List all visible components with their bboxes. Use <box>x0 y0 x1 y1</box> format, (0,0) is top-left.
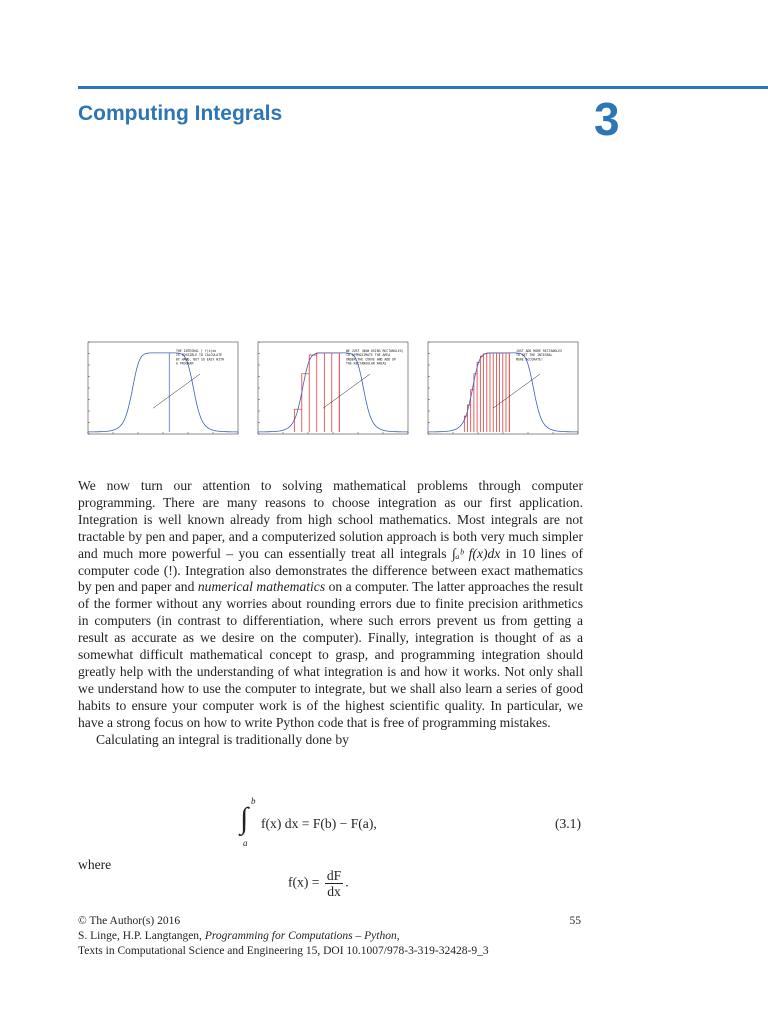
equation-3-1 <box>78 792 583 850</box>
paragraph-1-part-c: on a computer. The latter approaches the result of the former without any worries about rounding errors due to finite precision arithmetics in computers (in contrast to differentiation, where such errors prevent us from getting a result as accurate as we desire on the computer). Finally, integration is thought of as a somewhat difficult mathematical concept to grasp, and programming integration should greatly help with the understanding of what integration is and how it works. Not only shall we understand how to use the computer to integrate, but we shall also learn a series of good habits to ensure your computer work is of the highest scientific quality. In particular, we have a strong focus on how to write Python code that is free of programming mistakes. <box>78 579 583 730</box>
book-title-tail: , <box>396 930 400 942</box>
series-line: Texts in Computational Science and Engineering 15, DOI 10.1007/978-3-319-32428-9_3 <box>78 945 489 957</box>
annotation-text: BY HAND, BUT SO EASY WITH <box>176 357 224 362</box>
figure-panel-1 <box>78 336 246 442</box>
copyright: © The Author(s) 2016 <box>78 915 181 927</box>
chapter-number: 3 <box>594 93 620 145</box>
body-text <box>78 478 583 749</box>
chapter-rule <box>78 86 768 89</box>
approximation-rectangles <box>294 353 339 432</box>
annotation-text: UNDER THE CURVE AND ADD UP <box>346 357 396 362</box>
page-number: 55 <box>569 915 581 927</box>
paragraph-1 <box>78 478 583 732</box>
fraction-numerator: dF <box>326 868 342 883</box>
annotation-text: TO APPROXIMATE THE AREA <box>346 353 391 358</box>
book-title: Programming for Computations – Python <box>204 930 397 942</box>
equation-derivative <box>288 868 349 899</box>
integral-upper-limit: b <box>251 796 256 806</box>
derivative-lhs: f(x) = <box>288 874 320 890</box>
paragraph-2: Calculating an integral is traditionally done by <box>96 731 349 747</box>
integral-sign: ∫ <box>240 802 249 835</box>
numerical-mathematics-emphasis: numerical mathematics <box>197 579 326 595</box>
comic-figure <box>78 336 584 442</box>
annotation-pointer <box>493 374 540 408</box>
annotation-pointer <box>323 374 370 408</box>
annotation-text: JUST ADD MORE RECTANGLES <box>516 349 563 353</box>
annotation-text: MORE ACCURATE! <box>516 357 543 362</box>
figure-panel-3 <box>418 336 586 442</box>
derivative-fraction <box>325 868 343 899</box>
citation-line <box>78 929 583 944</box>
equation-expression: f(x) dx = F(b) − F(a), <box>261 816 377 831</box>
paragraph-1-part-a: We now turn our attention to solving mathematical problems through computer programming. There are many reasons to choose integration as our first application. Integration is well known already from high school mathematics. Most integrals are not tractable by pen and paper, and a computerized solution approach is both very much simpler and much more powerful – you can essentially treat all integrals <box>78 478 583 561</box>
annotation-text: THE INTEGRAL ∫ f(x)dx <box>176 349 217 353</box>
function-curve <box>88 353 238 432</box>
annotation-text: A PROGRAM <box>176 361 194 366</box>
equation-number: (3.1) <box>554 816 581 831</box>
integral-lower-limit: a <box>243 838 248 848</box>
figure-panel-2 <box>248 336 416 442</box>
fraction-denominator: dx <box>327 884 341 899</box>
approximation-rectangles <box>464 353 509 432</box>
annotation-text: IS POSSIBLE TO CALCULATE <box>176 353 223 358</box>
annotation-text: THE RECTANGULAR AREAS <box>346 361 387 366</box>
where-text: where <box>78 857 112 872</box>
annotation-pointer <box>153 374 200 408</box>
inline-integral: ∫ₐᵇ f(x)dx <box>451 545 501 561</box>
citation-authors: S. Linge, H.P. Langtangen, <box>78 930 205 942</box>
paragraph-1-part-b: in 10 lines of computer code (!). Integration also demonstrates the difference between exact mathematics by pen and paper and <box>78 545 583 595</box>
annotation-text: WE JUST (NOW USING RECTANGLES) <box>346 349 404 353</box>
chapter-title: Computing Integrals <box>78 102 283 125</box>
page-footer <box>78 914 583 959</box>
annotation-text: TO GET THE INTEGRAL <box>516 353 553 358</box>
derivative-tail: . <box>345 874 349 890</box>
